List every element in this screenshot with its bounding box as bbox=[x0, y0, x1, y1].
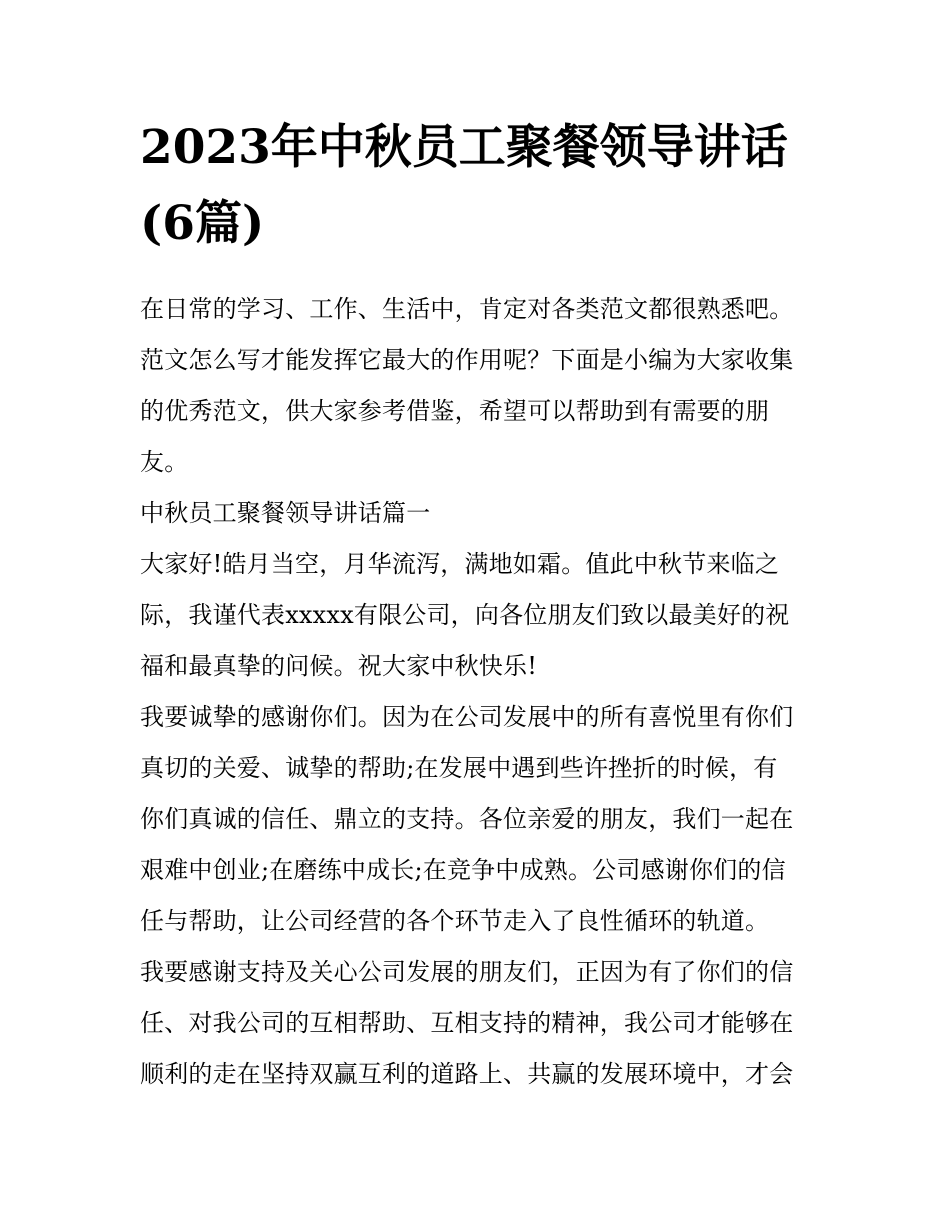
text-line: 范文怎么写才能发挥它最大的作用呢？下面是小编为大家收集 bbox=[140, 346, 794, 374]
thanks-partners-paragraph bbox=[140, 947, 820, 1100]
document-title bbox=[140, 110, 820, 262]
section-heading bbox=[140, 488, 820, 539]
greeting-paragraph bbox=[140, 539, 820, 692]
text-line: 在日常的学习、工作、生活中，肯定对各类范文都很熟悉吧。 bbox=[140, 295, 794, 323]
title-line-1: 2023年中秋员工聚餐领导讲话 bbox=[140, 120, 788, 175]
text-line: 我要感谢支持及关心公司发展的朋友们，正因为有了你们的信 bbox=[140, 958, 794, 986]
text-line: 你们真诚的信任、鼎立的支持。各位亲爱的朋友，我们一起在 bbox=[140, 805, 794, 833]
text-line: 福和最真挚的问候。祝大家中秋快乐! bbox=[140, 652, 538, 680]
text-line: 的优秀范文，供大家参考借鉴，希望可以帮助到有需要的朋 bbox=[140, 397, 770, 425]
text-line: 任、对我公司的互相帮助、互相支持的精神，我公司才能够在 bbox=[140, 1009, 794, 1037]
text-line: 中秋员工聚餐领导讲话篇一 bbox=[140, 499, 431, 527]
text-line: 际，我谨代表xxxxx有限公司，向各位朋友们致以最美好的祝 bbox=[140, 601, 790, 629]
intro-paragraph bbox=[140, 284, 820, 488]
text-line: 顺利的走在坚持双赢互利的道路上、共赢的发展环境中，才会 bbox=[140, 1060, 794, 1088]
text-line: 任与帮助，让公司经营的各个环节走入了良性循环的轨道。 bbox=[140, 907, 770, 935]
text-line: 我要诚挚的感谢你们。因为在公司发展中的所有喜悦里有你们 bbox=[140, 703, 794, 731]
thanks-employees-paragraph bbox=[140, 692, 820, 947]
text-line: 艰难中创业;在磨练中成长;在竞争中成熟。公司感谢你们的信 bbox=[140, 856, 786, 884]
title-line-2: (6篇) bbox=[140, 196, 265, 251]
document-body bbox=[140, 284, 820, 1100]
text-line: 大家好!皓月当空，月华流泻，满地如霜。值此中秋节来临之 bbox=[140, 550, 780, 578]
text-line: 真切的关爱、诚挚的帮助;在发展中遇到些许挫折的时候，有 bbox=[140, 754, 778, 782]
document-content bbox=[140, 110, 820, 1100]
text-line: 友。 bbox=[140, 448, 189, 476]
